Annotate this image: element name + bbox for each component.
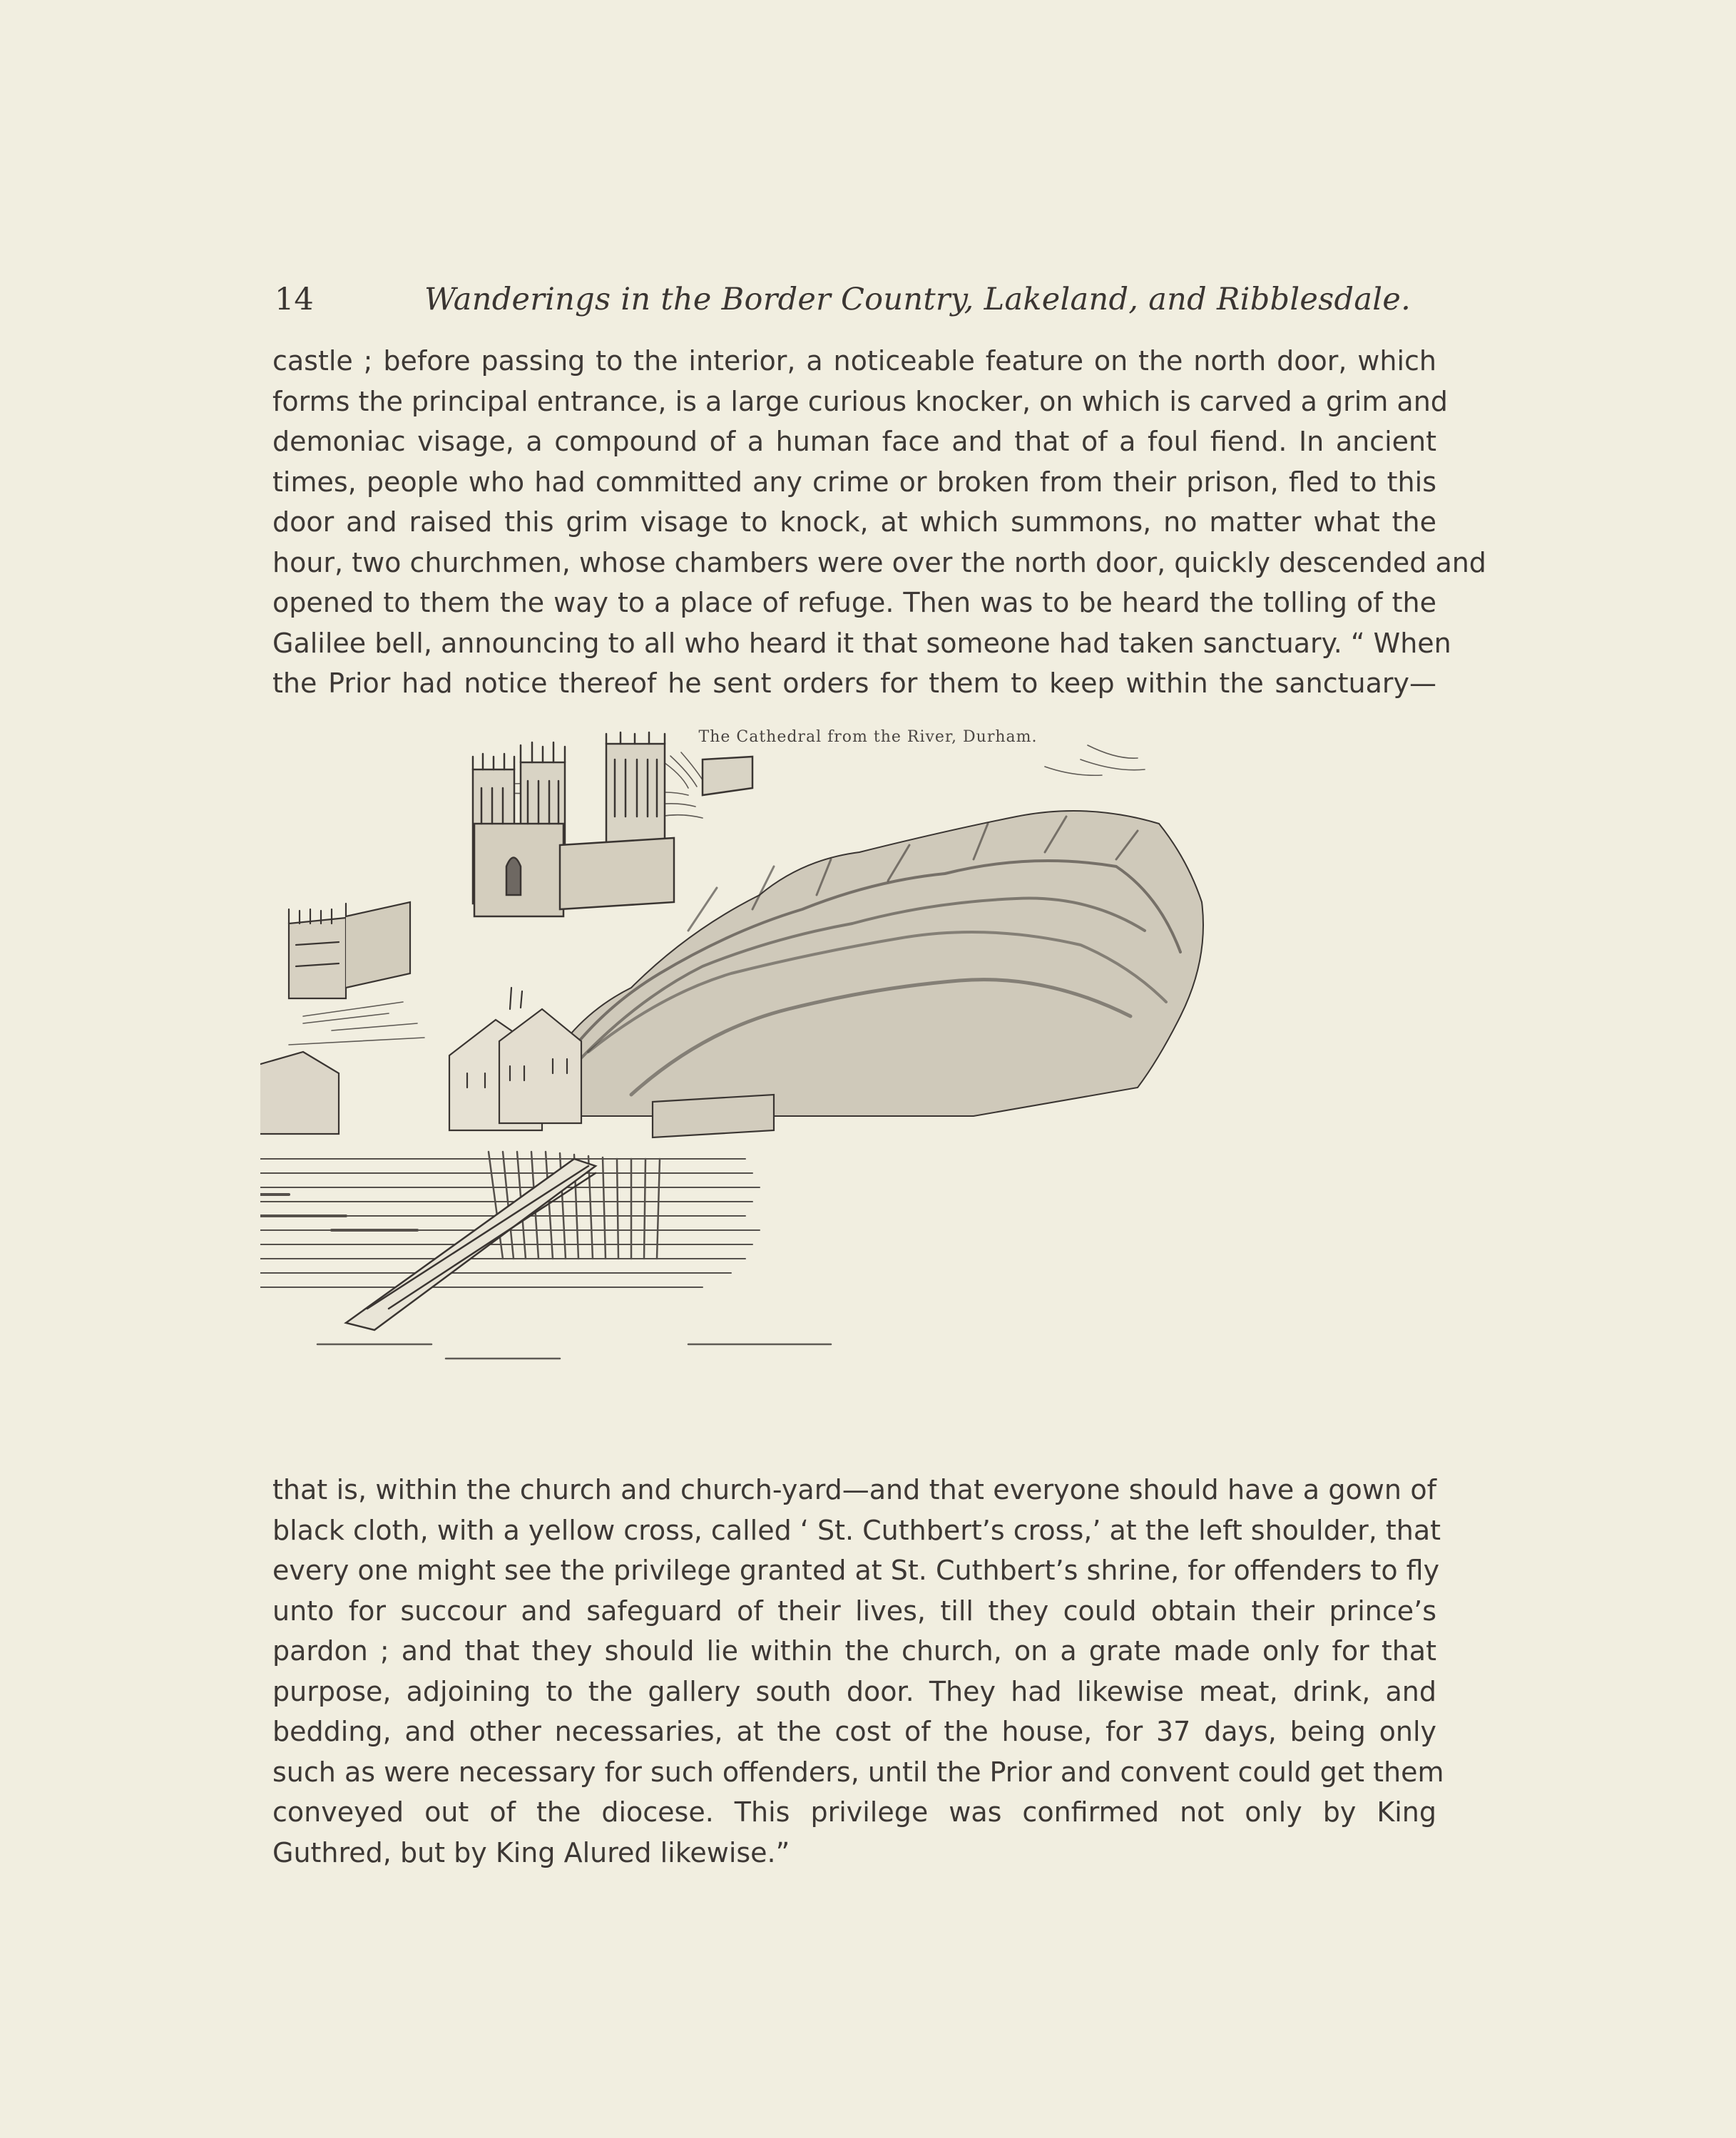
- text-line: Galilee bell, announcing to all who heard it that someone had taken sanctuary. “ When: [272, 627, 1451, 659]
- body-paragraph-top: [272, 341, 1486, 704]
- foreground-strokes: [260, 1291, 831, 1359]
- page-number: 14: [275, 282, 314, 317]
- castle-left: [289, 902, 410, 998]
- text-line: pardon ; and that they should lie within the church, on a grate made only for that: [272, 1635, 1436, 1667]
- cathedral-illustration: [260, 717, 1444, 1437]
- text-line: black cloth, with a yellow cross, called ‘ St. Cuthbert’s cross,’ at the left shoulder, that: [272, 1514, 1441, 1546]
- cathedral: [473, 732, 752, 916]
- running-title: Wanderings in the Border Country, Lakeland, and Ribblesdale.: [424, 282, 1411, 317]
- text-line: conveyed out of the diocese. This privilege was confirmed not only by King: [272, 1796, 1436, 1828]
- text-line: opened to them the way to a place of refuge. Then was to be heard the tolling of the: [272, 587, 1436, 618]
- text-line: that is, within the church and church-yard—and that everyone should have a gown of: [272, 1474, 1436, 1505]
- text-line: such as were necessary for such offenders, until the Prior and convent could get them: [272, 1756, 1444, 1788]
- text-line: Guthred, but by King Alured likewise.”: [272, 1836, 790, 1868]
- text-line: bedding, and other necessaries, at the cost of the house, for 37 days, being only: [272, 1716, 1436, 1747]
- text-line: door and raised this grim visage to knock, at which summons, no matter what the: [272, 506, 1436, 538]
- text-line: the Prior had notice thereof he sent orders for them to keep within the sanctuary—: [272, 668, 1436, 699]
- text-line: unto for succour and safeguard of their lives, till they could obtain their prince’s: [272, 1595, 1436, 1627]
- text-line: times, people who had committed any crime or broken from their prison, fled to this: [272, 466, 1436, 498]
- text-line: demoniac visage, a compound of a human face and that of a foul fiend. In ancient: [272, 426, 1436, 457]
- text-line: purpose, adjoining to the gallery south door. They had likewise meat, drink, and: [272, 1675, 1436, 1707]
- text-line: forms the principal entrance, is a large curious knocker, on which is carved a grim and: [272, 385, 1448, 417]
- text-line: castle ; before passing to the interior, a noticeable feature on the north door, which: [272, 345, 1436, 377]
- text-line: every one might see the privilege granted at St. Cuthbert’s shrine, for offenders to fly: [272, 1555, 1440, 1586]
- text-line: hour, two churchmen, whose chambers were over the north door, quickly descended and: [272, 546, 1486, 578]
- body-paragraph-bottom: [272, 1470, 1444, 1873]
- illustration-caption: The Cathedral from the River, Durham.: [698, 728, 1038, 746]
